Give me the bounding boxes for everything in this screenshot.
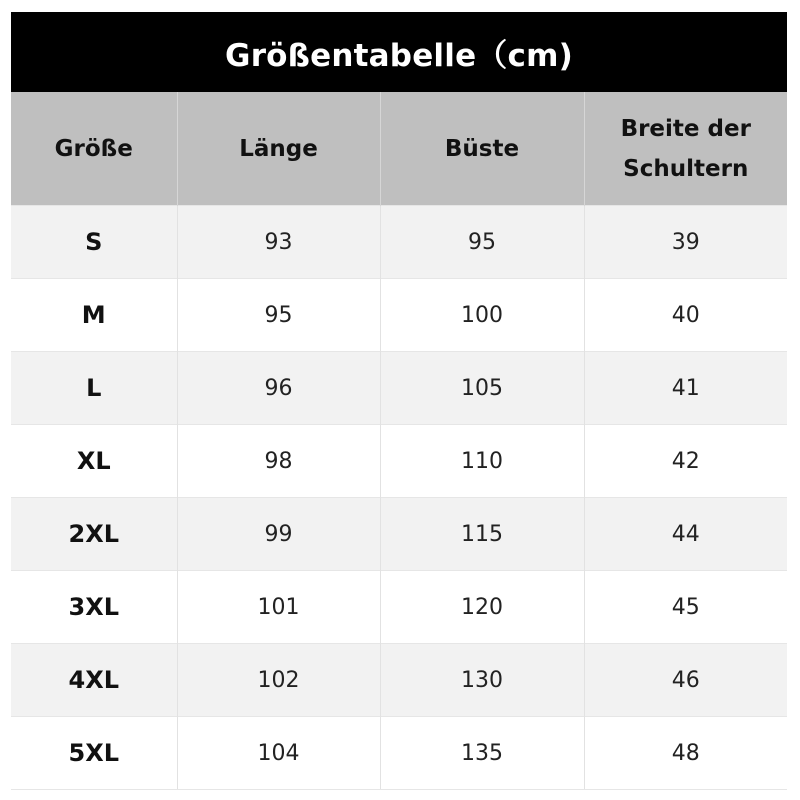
table-row	[11, 644, 787, 717]
length-cell: 104	[177, 717, 380, 790]
length-cell: 96	[177, 352, 380, 425]
shoulder-cell: 40	[584, 279, 787, 352]
size-cell: S	[11, 206, 177, 279]
bust-cell: 115	[380, 498, 584, 571]
length-cell: 98	[177, 425, 380, 498]
size-cell: 4XL	[11, 644, 177, 717]
size-cell: XL	[11, 425, 177, 498]
table-row	[11, 279, 787, 352]
header-length: Länge	[177, 92, 380, 206]
bust-cell: 105	[380, 352, 584, 425]
table-row	[11, 352, 787, 425]
size-cell: 3XL	[11, 571, 177, 644]
shoulder-cell: 45	[584, 571, 787, 644]
header-row	[11, 92, 787, 206]
header-shoulder-width: Breite der Schultern	[584, 92, 787, 206]
length-cell: 102	[177, 644, 380, 717]
shoulder-cell: 39	[584, 206, 787, 279]
table-row	[11, 498, 787, 571]
size-chart	[11, 12, 787, 790]
bust-cell: 130	[380, 644, 584, 717]
bust-cell: 120	[380, 571, 584, 644]
header-bust: Büste	[380, 92, 584, 206]
header-size: Größe	[11, 92, 177, 206]
size-cell: L	[11, 352, 177, 425]
bust-cell: 110	[380, 425, 584, 498]
length-cell: 95	[177, 279, 380, 352]
length-cell: 93	[177, 206, 380, 279]
bust-cell: 95	[380, 206, 584, 279]
size-table	[11, 92, 787, 790]
size-cell: 5XL	[11, 717, 177, 790]
length-cell: 101	[177, 571, 380, 644]
bust-cell: 135	[380, 717, 584, 790]
table-row	[11, 425, 787, 498]
size-cell: 2XL	[11, 498, 177, 571]
table-row	[11, 571, 787, 644]
length-cell: 99	[177, 498, 380, 571]
size-cell: M	[11, 279, 177, 352]
table-row	[11, 206, 787, 279]
shoulder-cell: 41	[584, 352, 787, 425]
bust-cell: 100	[380, 279, 584, 352]
chart-title: Größentabelle（cm)	[11, 12, 787, 92]
shoulder-cell: 42	[584, 425, 787, 498]
shoulder-cell: 46	[584, 644, 787, 717]
shoulder-cell: 48	[584, 717, 787, 790]
shoulder-cell: 44	[584, 498, 787, 571]
table-row	[11, 717, 787, 790]
